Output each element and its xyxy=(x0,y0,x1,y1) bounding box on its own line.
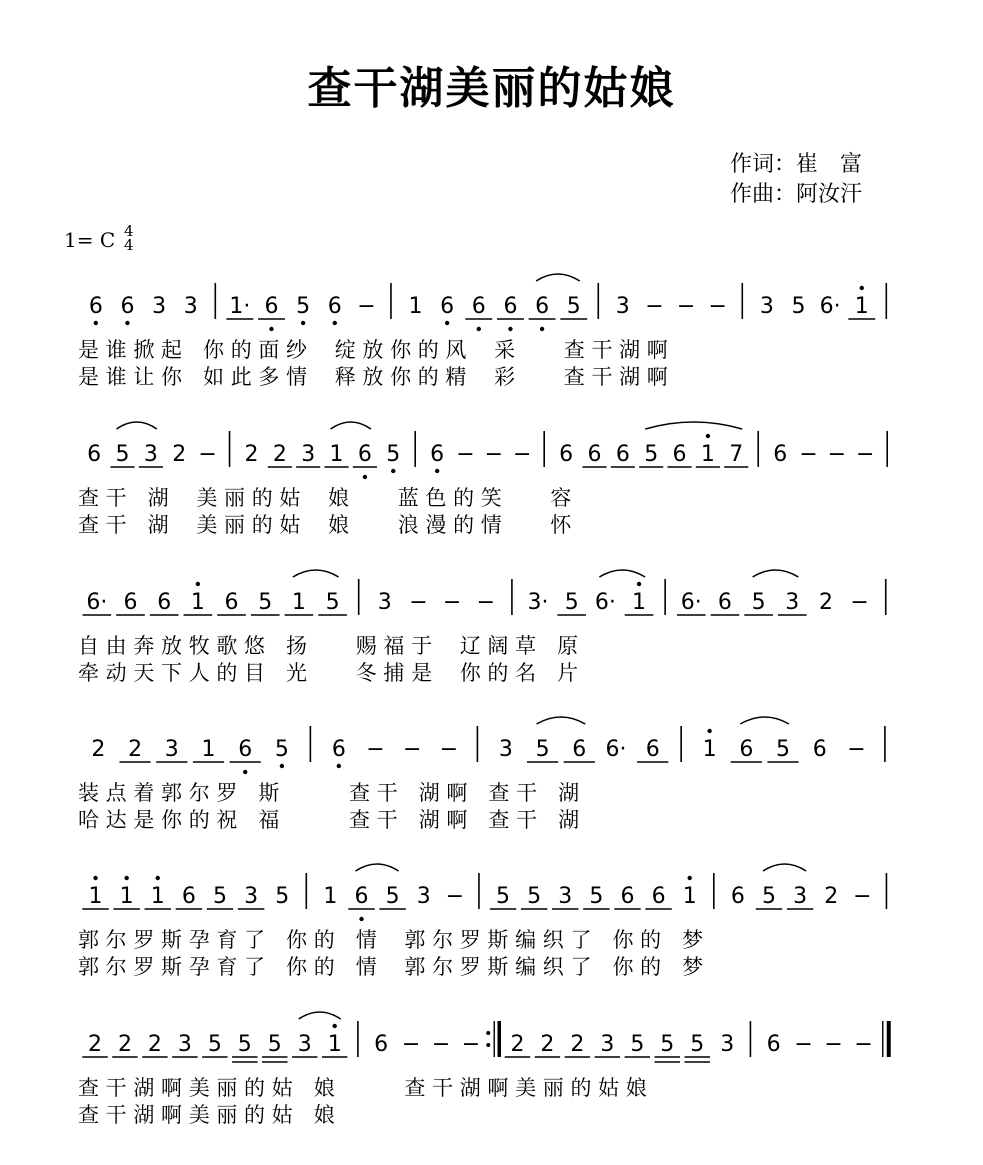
note: − xyxy=(853,884,872,909)
lyric-line: 查 干 湖 啊 美 丽 的 姑 娘 xyxy=(78,1103,335,1127)
note: − xyxy=(442,590,462,615)
note: 6· xyxy=(605,737,627,762)
note: 6 xyxy=(87,442,102,467)
note: 6 xyxy=(224,590,239,615)
note: 1 xyxy=(329,442,344,467)
note: 5 xyxy=(325,590,340,615)
note: 3 xyxy=(600,1032,615,1057)
note: 1 xyxy=(119,884,134,909)
note: 7 xyxy=(729,442,744,467)
note: 5 xyxy=(566,294,581,319)
note: 3 xyxy=(183,294,198,319)
note: 6 xyxy=(773,442,788,467)
note: 6 xyxy=(587,442,602,467)
slur xyxy=(117,422,157,429)
note: 5 xyxy=(296,294,311,319)
note: 6 xyxy=(471,294,486,319)
slur xyxy=(299,1012,341,1019)
note: 2 xyxy=(818,590,833,615)
note: 2 xyxy=(87,1032,102,1057)
octave-dot-below xyxy=(94,321,98,325)
octave-dot-above xyxy=(124,876,128,880)
note: 6 xyxy=(651,884,666,909)
note: − xyxy=(676,294,696,319)
note: 6 xyxy=(535,294,550,319)
note: 2 xyxy=(510,1032,525,1057)
slur xyxy=(536,274,580,281)
lyric-line: 查 干 湖 美 丽 的 姑 娘 蓝 色 的 笑 容 xyxy=(78,486,572,510)
note: 5 xyxy=(207,1032,222,1057)
note: 6 xyxy=(572,737,587,762)
note: 1 xyxy=(702,737,717,762)
octave-dot-above xyxy=(156,876,160,880)
note: − xyxy=(856,442,875,467)
note: 2 xyxy=(91,737,106,762)
note: 2 xyxy=(824,884,839,909)
note: 3 xyxy=(244,884,259,909)
note: 6 xyxy=(730,884,745,909)
time-signature-top: 4 xyxy=(124,222,134,240)
note: − xyxy=(461,1032,481,1057)
note: 6 xyxy=(88,294,103,319)
octave-dot-below xyxy=(540,327,544,331)
note: 6 xyxy=(357,442,372,467)
octave-dot-above xyxy=(93,876,97,880)
note: − xyxy=(847,737,866,762)
octave-dot-below xyxy=(508,327,512,331)
note: 2 xyxy=(147,1032,162,1057)
time-signature-bottom: 4 xyxy=(124,236,134,254)
note: 6 xyxy=(264,294,279,319)
note: 1 xyxy=(700,442,715,467)
note: 3 xyxy=(498,737,513,762)
note: − xyxy=(401,1032,421,1057)
octave-dot-below xyxy=(125,321,129,325)
note: 5 xyxy=(690,1032,705,1057)
note: 6 xyxy=(440,294,455,319)
note: 6 xyxy=(120,294,135,319)
note: 1 xyxy=(323,884,338,909)
note: 6 xyxy=(181,884,196,909)
octave-dot-below xyxy=(333,321,337,325)
note: − xyxy=(439,737,459,762)
note: 3 xyxy=(152,294,167,319)
note: 5 xyxy=(274,737,289,762)
note: 5 xyxy=(385,884,400,909)
lyricist-credit: 作词：崔 富 xyxy=(730,152,863,177)
note: − xyxy=(198,442,217,467)
note: 6 xyxy=(620,884,635,909)
octave-dot-below xyxy=(391,469,395,473)
note: 5 xyxy=(564,590,579,615)
note: 3 xyxy=(164,737,179,762)
note: 1 xyxy=(190,590,205,615)
note: 6· xyxy=(680,590,702,615)
note: 5 xyxy=(115,442,130,467)
octave-dot-below xyxy=(337,764,341,768)
note: 1· xyxy=(229,294,251,319)
note: 3 xyxy=(177,1032,192,1057)
note: 3 xyxy=(793,884,808,909)
slur xyxy=(599,570,645,577)
key-signature: 1= C xyxy=(64,228,116,252)
note: − xyxy=(484,442,504,467)
octave-dot-below xyxy=(477,327,481,331)
octave-dot-above xyxy=(707,729,711,733)
note: 5 xyxy=(496,884,511,909)
note: − xyxy=(794,1032,813,1057)
note: 5 xyxy=(535,737,550,762)
composer-credit: 作曲：阿汝汗 xyxy=(730,182,863,207)
octave-dot-below xyxy=(359,917,363,921)
repeat-dot xyxy=(486,1031,490,1035)
lyric-line: 自 由 奔 放 牧 歌 悠 扬 赐 福 于 辽 阔 草 原 xyxy=(78,634,579,658)
note: 1 xyxy=(854,294,869,319)
octave-dot-below xyxy=(269,327,273,331)
note: 1 xyxy=(150,884,165,909)
octave-dot-above xyxy=(196,582,200,586)
note: 1 xyxy=(327,1032,342,1057)
lyric-line: 查 干 湖 美 丽 的 姑 娘 浪 漫 的 情 怀 xyxy=(78,513,572,537)
octave-dot-above xyxy=(687,876,691,880)
slur xyxy=(763,864,806,871)
note: 3 xyxy=(301,442,316,467)
lyric-line: 是 谁 掀 起 你 的 面 纱 绽 放 你 的 风 采 查 干 湖 啊 xyxy=(78,338,668,362)
note: 5 xyxy=(776,737,791,762)
note: 1 xyxy=(682,884,697,909)
note: 3 xyxy=(377,590,392,615)
note: − xyxy=(366,737,385,762)
octave-dot-below xyxy=(280,764,284,768)
note: 6· xyxy=(86,590,108,615)
note: 1 xyxy=(201,737,216,762)
note: 2 xyxy=(117,1032,132,1057)
note: 2 xyxy=(244,442,259,467)
note: 6 xyxy=(812,737,827,762)
slur xyxy=(293,570,339,577)
octave-dot-above xyxy=(332,1024,336,1028)
note: 5 xyxy=(762,884,777,909)
note: 5 xyxy=(630,1032,645,1057)
note: 6 xyxy=(430,442,445,467)
note: 6 xyxy=(123,590,138,615)
note: 6 xyxy=(157,590,172,615)
note: 5 xyxy=(660,1032,675,1057)
note: 3 xyxy=(785,590,800,615)
note: − xyxy=(708,294,727,319)
note: − xyxy=(827,442,847,467)
note: 5 xyxy=(527,884,542,909)
note: 5 xyxy=(275,884,290,909)
note: 6 xyxy=(615,442,630,467)
lyric-line: 郭 尔 罗 斯 孕 育 了 你 的 情 郭 尔 罗 斯 编 织 了 你 的 梦 xyxy=(78,955,704,979)
note: − xyxy=(513,442,532,467)
note: 6 xyxy=(327,294,342,319)
note: 5 xyxy=(791,294,806,319)
lyric-line: 查 干 湖 啊 美 丽 的 姑 娘 查 干 湖 啊 美 丽 的 姑 娘 xyxy=(78,1076,647,1100)
note: 6· xyxy=(819,294,841,319)
note: 2 xyxy=(128,737,143,762)
slur xyxy=(645,422,742,429)
note: − xyxy=(403,737,422,762)
note: 2 xyxy=(540,1032,555,1057)
note: 5 xyxy=(644,442,659,467)
note: 5 xyxy=(267,1032,282,1057)
lyric-line: 是 谁 让 你 如 此 多 情 释 放 你 的 精 彩 查 干 湖 啊 xyxy=(78,365,668,389)
note: 6· xyxy=(594,590,616,615)
note: 2 xyxy=(172,442,187,467)
note: 6 xyxy=(331,737,346,762)
note: 3 xyxy=(143,442,158,467)
octave-dot-below xyxy=(445,321,449,325)
slur xyxy=(356,864,399,871)
note: − xyxy=(357,294,376,319)
note: 6 xyxy=(645,737,660,762)
note: 6 xyxy=(238,737,253,762)
note: 3 xyxy=(297,1032,312,1057)
slur xyxy=(740,717,789,724)
note: 3 xyxy=(759,294,774,319)
note: 6 xyxy=(354,884,369,909)
note: − xyxy=(645,294,664,319)
note: 6 xyxy=(374,1032,389,1057)
note: 6 xyxy=(717,590,732,615)
note: 6 xyxy=(672,442,687,467)
note: 1 xyxy=(408,294,423,319)
note: − xyxy=(476,590,496,615)
lyric-line: 装 点 着 郭 尔 罗 斯 查 干 湖 啊 查 干 湖 xyxy=(78,781,580,805)
note: − xyxy=(445,884,465,909)
octave-dot-below xyxy=(363,475,367,479)
note: 5 xyxy=(589,884,604,909)
octave-dot-below xyxy=(435,469,439,473)
note: 6 xyxy=(739,737,754,762)
note: 3· xyxy=(527,590,549,615)
note: − xyxy=(409,590,428,615)
note: 5 xyxy=(212,884,227,909)
song-title: 查干湖美丽的姑娘 xyxy=(307,63,676,114)
note: − xyxy=(854,1032,873,1057)
note: 3 xyxy=(558,884,573,909)
slur xyxy=(537,717,586,724)
note: 6 xyxy=(766,1032,781,1057)
octave-dot-below xyxy=(243,770,247,774)
note: − xyxy=(799,442,818,467)
note: 6 xyxy=(503,294,518,319)
note: 1 xyxy=(88,884,103,909)
note: 1 xyxy=(291,590,306,615)
note: − xyxy=(850,590,869,615)
note: 2 xyxy=(272,442,287,467)
note: 3 xyxy=(720,1032,735,1057)
note: 5 xyxy=(237,1032,252,1057)
lyric-line: 哈 达 是 你 的 祝 福 查 干 湖 啊 查 干 湖 xyxy=(78,808,580,832)
note: 3 xyxy=(615,294,630,319)
lyric-line: 郭 尔 罗 斯 孕 育 了 你 的 情 郭 尔 罗 斯 编 织 了 你 的 梦 xyxy=(78,928,704,952)
octave-dot-above xyxy=(706,434,710,438)
octave-dot-below xyxy=(301,321,305,325)
note: 5 xyxy=(258,590,273,615)
note: 3 xyxy=(416,884,431,909)
slur xyxy=(331,422,371,429)
note: 2 xyxy=(570,1032,585,1057)
note: − xyxy=(824,1032,843,1057)
note: 1 xyxy=(632,590,647,615)
octave-dot-above xyxy=(860,286,864,290)
note: 6 xyxy=(559,442,574,467)
note: 5 xyxy=(386,442,401,467)
lyric-line: 牵 动 天 下 人 的 目 光 冬 捕 是 你 的 名 片 xyxy=(78,661,579,685)
slur xyxy=(753,570,799,577)
note: 5 xyxy=(751,590,766,615)
note: − xyxy=(431,1032,451,1057)
octave-dot-above xyxy=(637,582,641,586)
note: − xyxy=(456,442,475,467)
repeat-dot xyxy=(486,1043,490,1047)
